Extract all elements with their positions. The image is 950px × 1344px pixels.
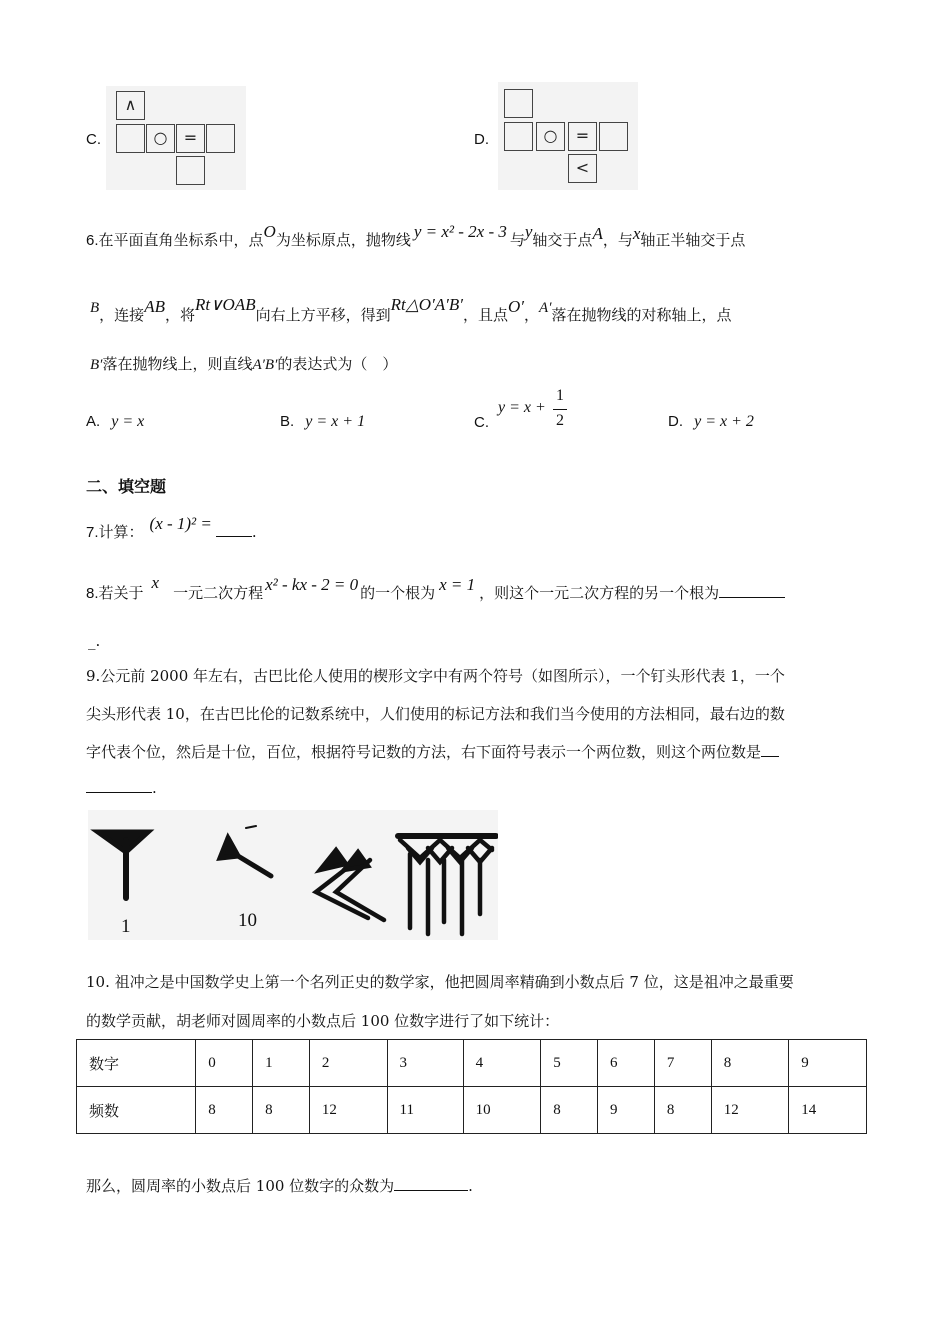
table-cell: 9 <box>598 1087 655 1134</box>
net-face: ○ <box>146 124 175 153</box>
q6-option-a[interactable]: A. y = x <box>86 413 145 430</box>
table-row <box>77 1040 867 1087</box>
q6-line-2: B，连接AB，将Rt∨OAB向右上方平移，得到Rt△O′A′B′，且点O′，A′落在抛物线的对称轴上，点 <box>90 295 732 324</box>
table-cell: 2 <box>309 1040 387 1087</box>
cube-net-d <box>498 82 638 190</box>
net-face: ∧ <box>116 91 145 120</box>
table-cell: 8 <box>654 1087 711 1134</box>
table-cell: 0 <box>196 1040 253 1087</box>
table-cell: 1 <box>253 1040 310 1087</box>
frequency-table <box>76 1039 867 1134</box>
q9-line-4: . <box>86 779 157 797</box>
q7: 7.计算： (x - 1)² = . <box>86 514 257 541</box>
answer-blank[interactable] <box>86 792 152 793</box>
q9-line-2: 尖头形代表 10，在古巴比伦的记数系统中，人们使用的标记方法和我们当今使用的方法相同，最右边的数 <box>86 705 785 723</box>
table-cell: 5 <box>541 1040 598 1087</box>
table-cell: 8 <box>541 1087 598 1134</box>
cuneiform-svg <box>88 810 498 940</box>
table-cell: 11 <box>387 1087 463 1134</box>
composite-symbol <box>316 836 496 934</box>
table-header-digit: 数字 <box>77 1040 196 1087</box>
net-face <box>504 122 533 151</box>
q6-option-b[interactable]: B. y = x + 1 <box>280 413 366 430</box>
q6-option-d[interactable]: D. y = x + 2 <box>668 413 754 430</box>
answer-blank[interactable] <box>394 1190 468 1191</box>
fraction-bar <box>553 409 567 410</box>
net-face <box>116 124 145 153</box>
net-face: = <box>568 122 597 151</box>
q9-line-1: 9.公元前 2000 年左右，古巴比伦人使用的楔形文字中有两个符号（如图所示），一个钉头形代表 1，一个 <box>86 667 785 685</box>
table-cell: 12 <box>309 1087 387 1134</box>
q6-line-3: B′落在抛物线上，则直线A′B′的表达式为（ ） <box>90 355 398 373</box>
table-cell: 6 <box>598 1040 655 1087</box>
fraction-denominator: 2 <box>556 412 564 429</box>
label-ten: 10 <box>238 910 257 931</box>
answer-blank[interactable] <box>719 597 785 598</box>
cube-net-c <box>106 86 246 190</box>
net-face: ○ <box>536 122 565 151</box>
option-d-label: D. <box>474 131 489 148</box>
net-face: < <box>568 154 597 183</box>
option-c-label: C. <box>86 131 101 148</box>
fraction-numerator: 1 <box>556 387 564 404</box>
cuneiform-figure <box>88 810 498 940</box>
q6-line-1: 6.在平面直角坐标系中，点O为坐标原点，抛物线 y = x² - 2x - 3 与y轴交于点A，与x轴正半轴交于点 <box>86 222 746 249</box>
net-face <box>504 89 533 118</box>
q10-line-2: 的数学贡献，胡老师对圆周率的小数点后 100 位数字进行了如下统计： <box>86 1012 560 1030</box>
table-cell: 14 <box>789 1087 867 1134</box>
q8-tail: _. <box>88 632 101 650</box>
q10-line-1: 10. 祖冲之是中国数学史上第一个名列正史的数学家，他把圆周率精确到小数点后 7 位，这是祖冲之最重要 <box>86 973 794 991</box>
q8: 8.若关于x一元二次方程 x² - kx - 2 = 0 的一个根为 x = 1 ，则这个一元二次方程的另一个根为 <box>86 582 785 603</box>
table-cell: 8 <box>711 1040 789 1087</box>
section-title: 二、填空题 <box>86 477 167 496</box>
net-face <box>206 124 235 153</box>
table-cell: 10 <box>463 1087 541 1134</box>
answer-blank[interactable] <box>761 756 779 757</box>
net-face <box>599 122 628 151</box>
label-one: 1 <box>121 916 131 937</box>
q6-number: 6. <box>86 232 99 249</box>
table-row <box>77 1087 867 1134</box>
table-cell: 8 <box>253 1087 310 1134</box>
table-header-frequency: 频数 <box>77 1087 196 1134</box>
net-face <box>176 156 205 185</box>
angle-symbol <box>220 826 271 876</box>
answer-blank[interactable] <box>216 536 252 537</box>
net-face: = <box>176 124 205 153</box>
table-cell: 7 <box>654 1040 711 1087</box>
q10-question: 那么，圆周率的小数点后 100 位数字的众数为 . <box>86 1177 473 1195</box>
table-cell: 12 <box>711 1087 789 1134</box>
table-cell: 3 <box>387 1040 463 1087</box>
table-cell: 8 <box>196 1087 253 1134</box>
nail-head-symbol <box>98 832 148 898</box>
table-cell: 4 <box>463 1040 541 1087</box>
q9-line-3: 字代表个位，然后是十位，百位，根据符号记数的方法，右下面符号表示一个两位数，则这个两位数是 <box>86 741 779 762</box>
parabola-equation: y = x² - 2x - 3 <box>413 222 507 241</box>
table-cell: 9 <box>789 1040 867 1087</box>
